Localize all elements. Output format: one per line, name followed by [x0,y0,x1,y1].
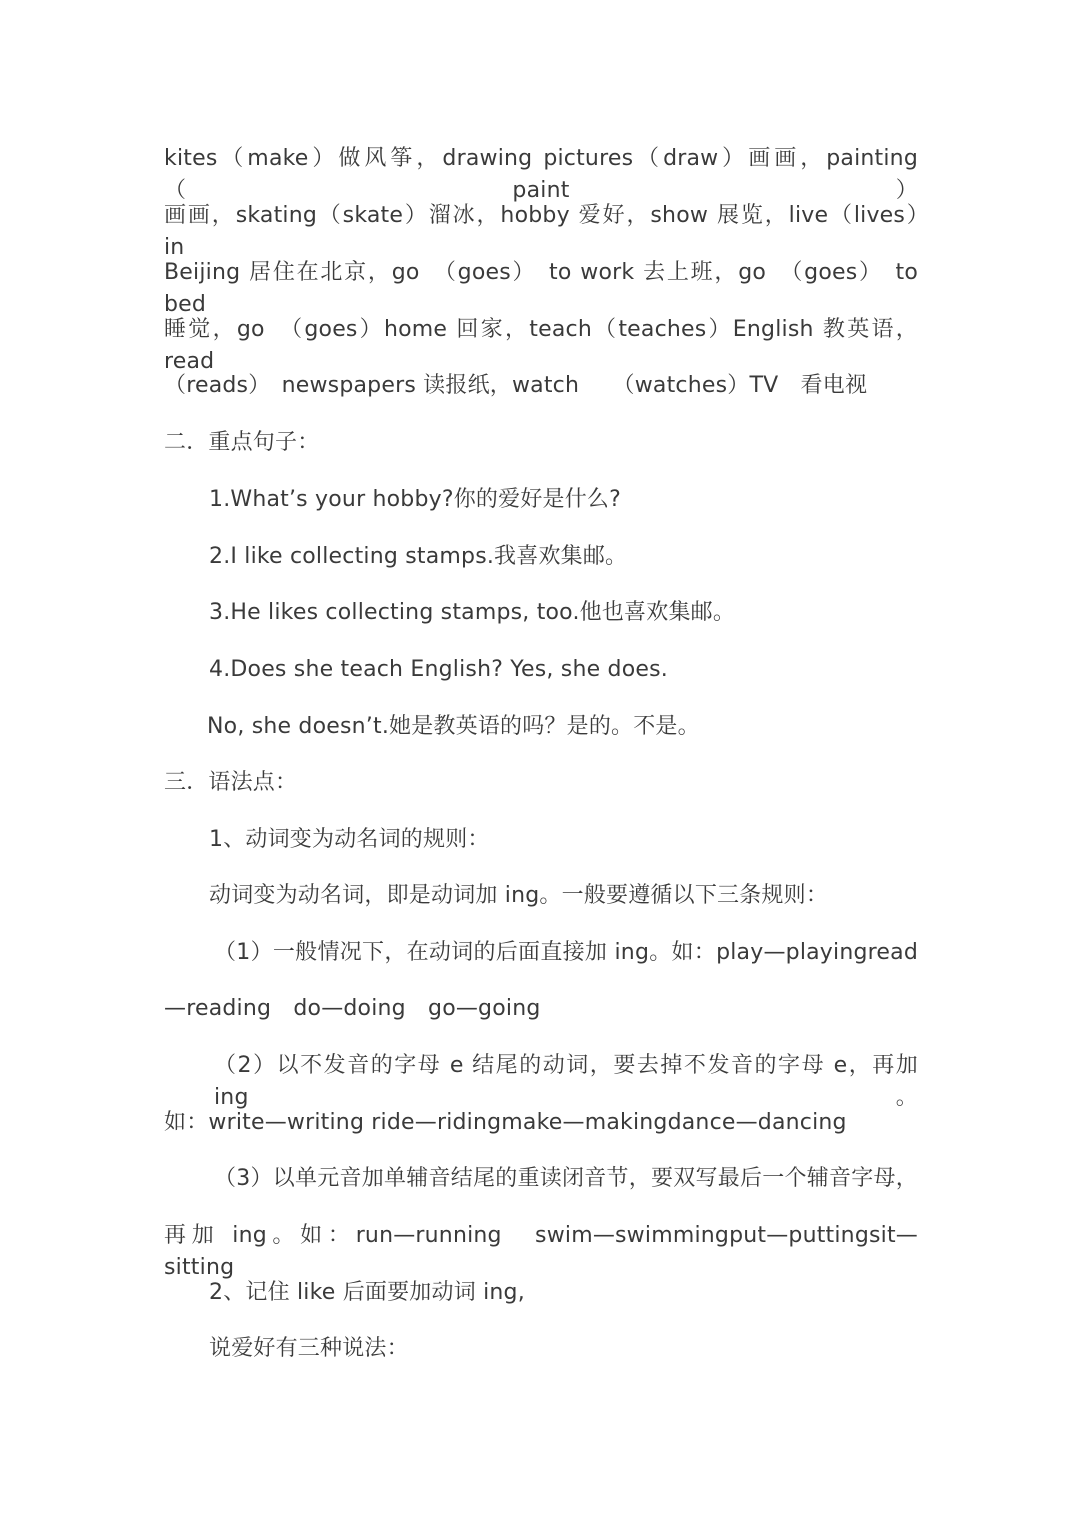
vocab-line-3: Beijing 居住在北京，go （goes） to work 去上班，go （goes） to bed [164,260,918,317]
rule-2-line-2: 如：write—writing ride—ridingmake—makingdance—dancing [164,1110,847,1135]
sentence-3: 3.He likes collecting stamps, too.他也喜欢集邮。 [209,600,736,625]
sentence-4-answer: No, she doesn’t.她是教英语的吗？是的。不是。 [207,714,700,739]
rule-1-line-1: （1）一般情况下，在动词的后面直接加 ing。如：play—playingread [214,940,918,965]
rule-3-line-2: 再加 ing。如：run—running swim—swimmingput—puttingsit—sitting [164,1223,918,1280]
grammar-point-2-title: 2、记住 like 后面要加动词 ing, [209,1280,525,1305]
grammar-point-1-title: 1、动词变为动名词的规则： [209,827,490,852]
grammar-point-2-line: 说爱好有三种说法： [209,1336,409,1361]
rule-3-line-1: （3）以单元音加单辅音结尾的重读闭音节，要双写最后一个辅音字母， [214,1166,918,1191]
vocab-line-2: 画画，skating（skate）溜冰，hobby 爱好，show 展览，live（lives） in [164,203,941,260]
section-heading-grammar: 三．语法点： [164,770,298,795]
grammar-point-1-intro: 动词变为动名词，即是动词加 ing。一般要遵循以下三条规则： [209,883,829,908]
rule-2-line-1: （2）以不发音的字母 e 结尾的动词，要去掉不发音的字母 e，再加 ing。 [214,1053,918,1110]
section-heading-key-sentences: 二．重点句子： [164,430,320,455]
vocab-line-1: kites（make）做风筝，drawing pictures（draw）画画，painting（paint） [164,146,918,203]
sentence-2: 2.I like collecting stamps.我喜欢集邮。 [209,544,628,569]
vocab-line-4: 睡觉，go （goes）home 回家，teach（teaches）English 教英语，read [164,317,918,374]
sentence-4: 4.Does she teach English? Yes, she does. [209,657,668,682]
vocab-line-5: （reads） newspapers 读报纸，watch （watches）TV 看电视 [164,373,868,398]
sentence-1: 1.What’s your hobby?你的爱好是什么? [209,487,622,512]
rule-1-line-2: —reading do—doing go—going [164,996,541,1021]
